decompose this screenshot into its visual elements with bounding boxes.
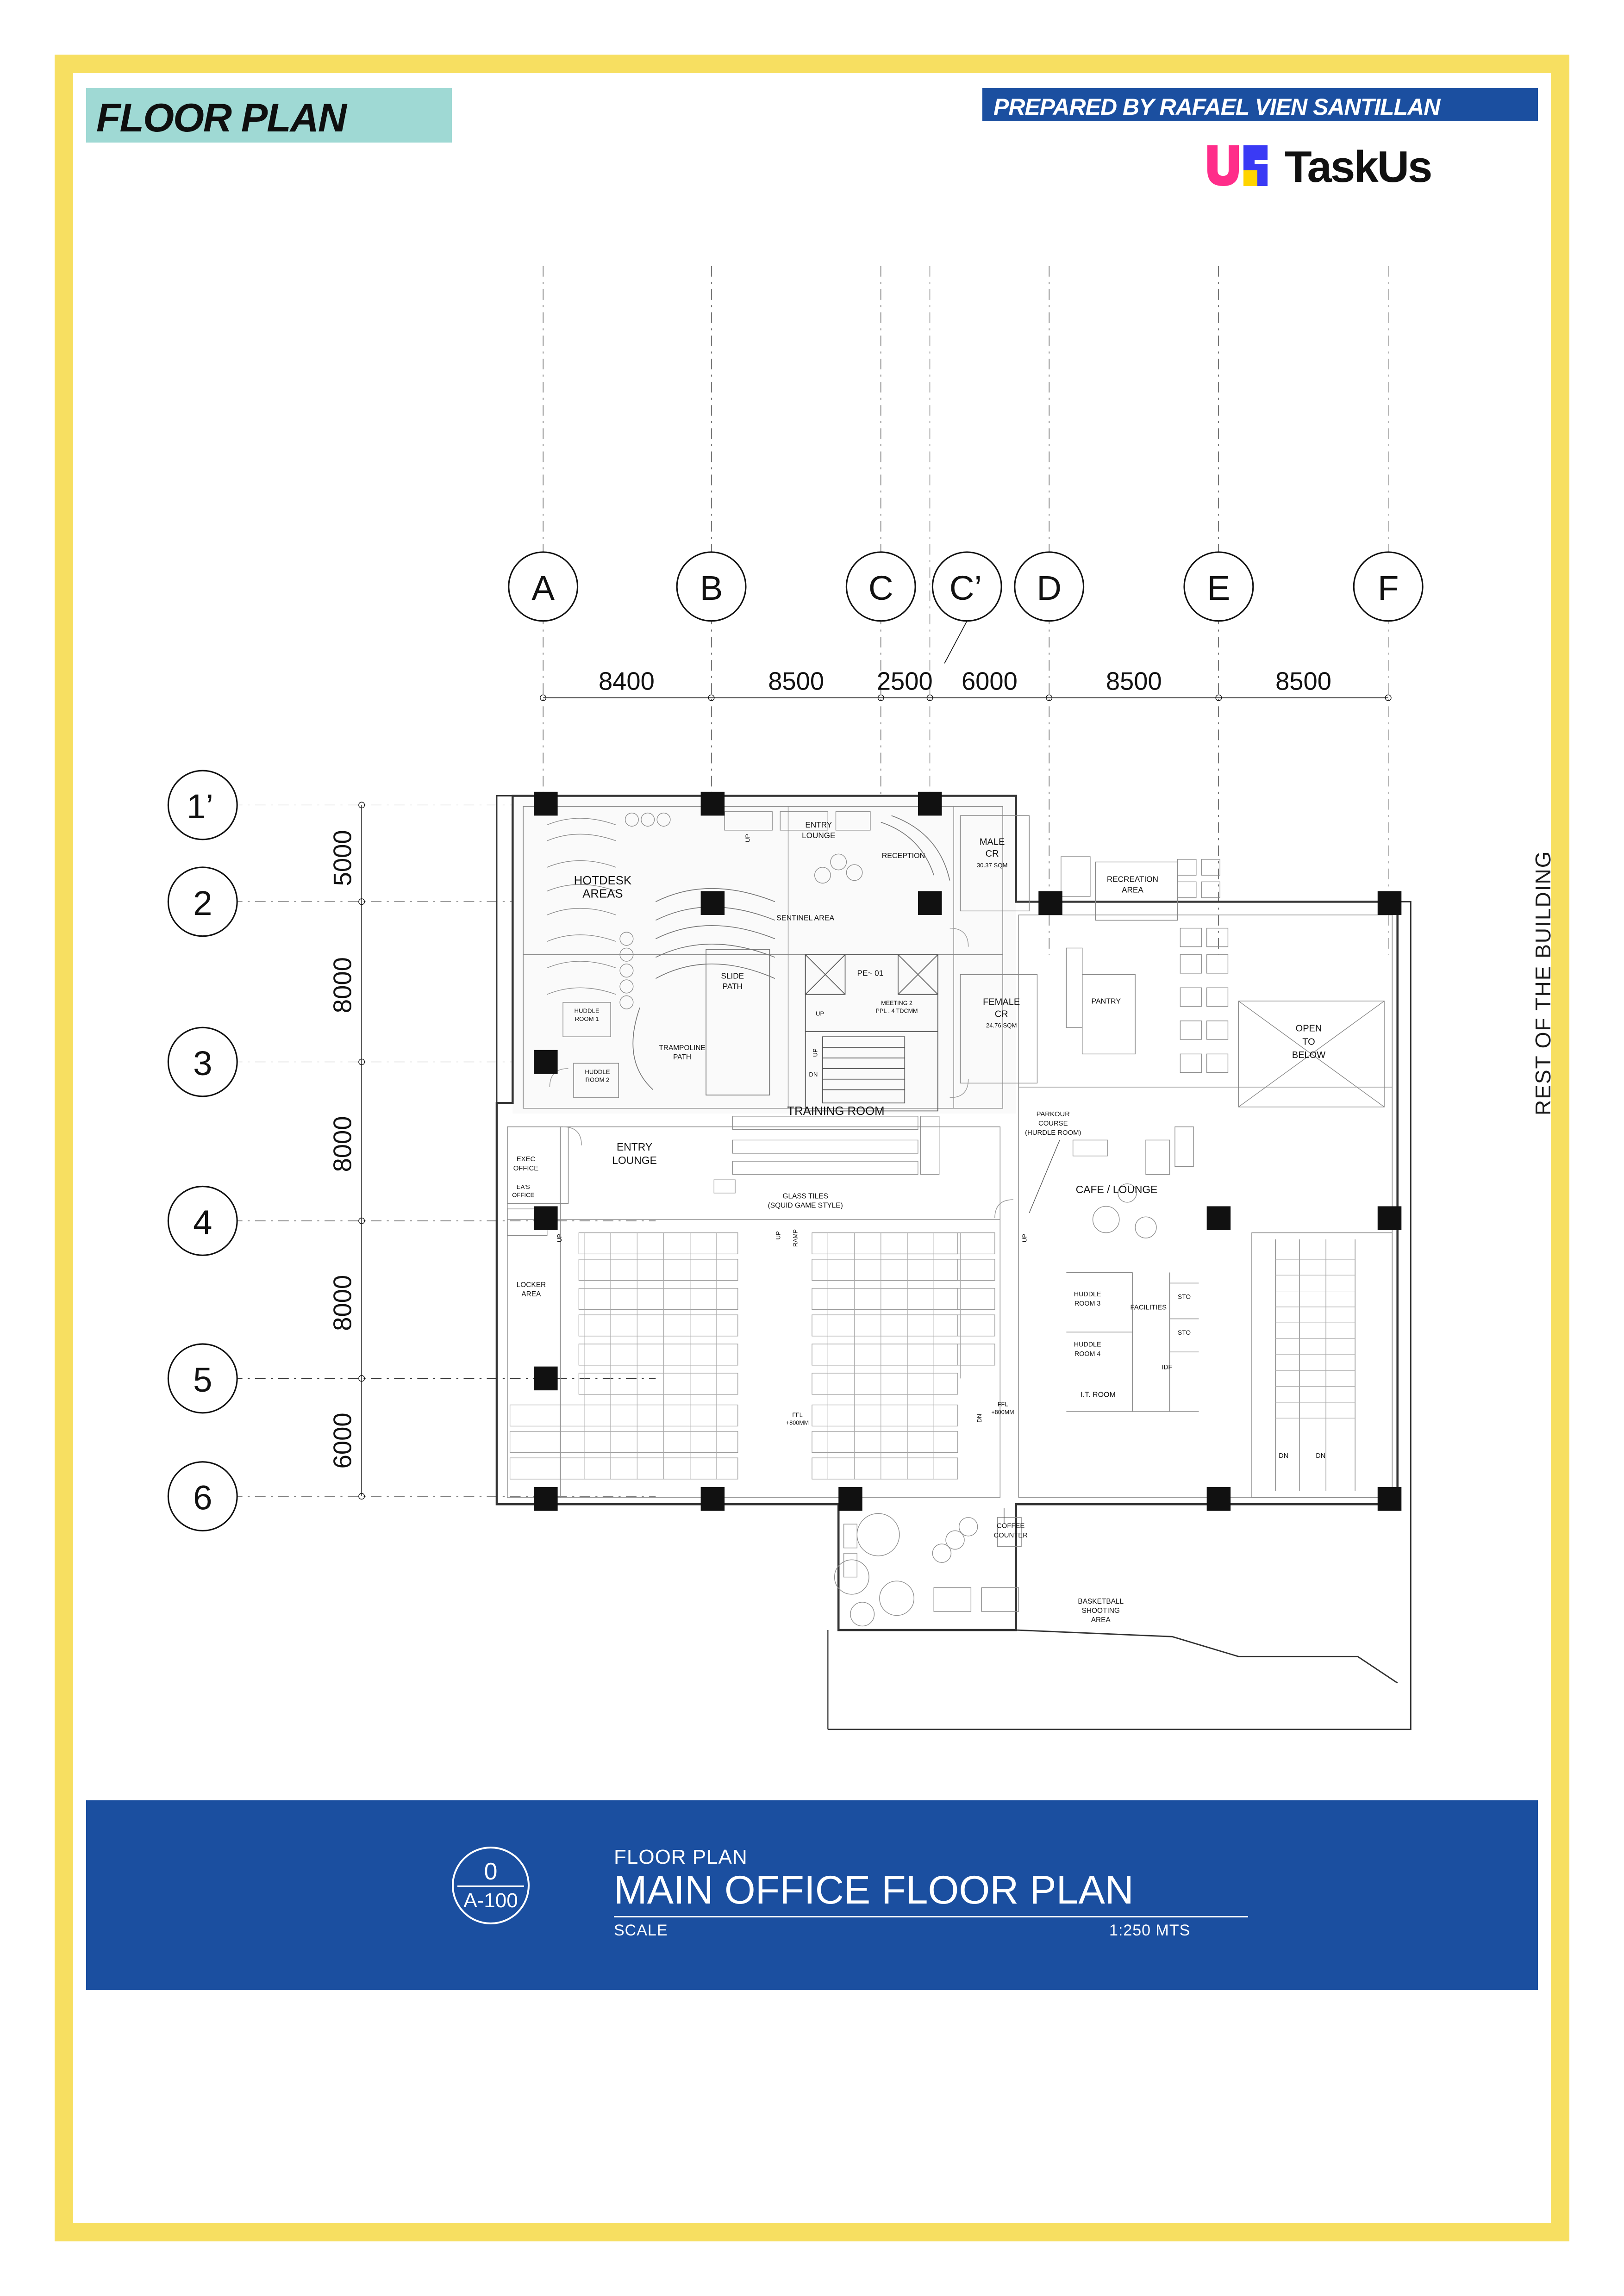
svg-text:PANTRY: PANTRY: [1091, 997, 1121, 1006]
svg-text:RECREATION: RECREATION: [1106, 874, 1159, 884]
svg-text:LOUNGE: LOUNGE: [612, 1154, 657, 1166]
svg-text:BELOW: BELOW: [1292, 1050, 1326, 1060]
svg-text:8500: 8500: [1275, 667, 1332, 696]
svg-text:E: E: [1207, 568, 1230, 607]
svg-text:ROOM 1: ROOM 1: [575, 1015, 599, 1022]
svg-text:ENTRY: ENTRY: [617, 1141, 653, 1153]
sheet-number-badge: [452, 1847, 530, 1924]
svg-text:EXEC: EXEC: [516, 1156, 536, 1164]
svg-text:COFFEE: COFFEE: [997, 1522, 1025, 1530]
sheet-number: 0: [484, 1858, 498, 1885]
svg-text:+800MM: +800MM: [991, 1409, 1014, 1416]
svg-text:DN: DN: [976, 1413, 983, 1423]
svg-text:CR: CR: [985, 849, 999, 859]
svg-text:MEETING 2: MEETING 2: [881, 1000, 913, 1007]
svg-text:PPL . 4 TDCMM: PPL . 4 TDCMM: [875, 1008, 918, 1014]
svg-text:PE~ 01: PE~ 01: [857, 968, 884, 978]
svg-text:HUDDLE: HUDDLE: [1074, 1290, 1101, 1298]
page-title: FLOOR PLAN: [96, 96, 346, 140]
svg-text:I.T. ROOM: I.T. ROOM: [1081, 1390, 1116, 1399]
floor-plan-drawing: [86, 213, 1555, 1749]
svg-text:D: D: [1037, 568, 1062, 607]
svg-text:MALE: MALE: [979, 837, 1005, 847]
scale-value: 1:250 MTS: [1109, 1922, 1191, 1939]
svg-text:RAMP: RAMP: [792, 1229, 799, 1247]
svg-text:IDF: IDF: [1162, 1363, 1172, 1371]
svg-text:6000: 6000: [961, 667, 1018, 696]
svg-text:2500: 2500: [876, 667, 933, 696]
prepared-by-bar: [982, 88, 1538, 121]
svg-text:(HURDLE ROOM): (HURDLE ROOM): [1025, 1129, 1081, 1137]
svg-text:A: A: [531, 568, 555, 607]
svg-text:ENTRY: ENTRY: [805, 820, 832, 830]
svg-text:+800MM: +800MM: [786, 1419, 809, 1426]
svg-text:DN: DN: [1279, 1452, 1288, 1460]
svg-text:UP: UP: [775, 1231, 782, 1240]
svg-text:UP: UP: [1021, 1233, 1028, 1243]
svg-text:C: C: [868, 568, 893, 607]
svg-text:HUDDLE: HUDDLE: [1074, 1341, 1101, 1349]
svg-text:TRAMPOLINE: TRAMPOLINE: [659, 1044, 706, 1052]
svg-text:8000: 8000: [328, 1116, 357, 1172]
svg-text:8500: 8500: [1106, 667, 1162, 696]
svg-text:OFFICE: OFFICE: [512, 1191, 535, 1199]
svg-text:PARKOUR: PARKOUR: [1036, 1110, 1070, 1118]
svg-text:5000: 5000: [328, 830, 357, 886]
svg-text:F: F: [1377, 568, 1399, 607]
svg-text:6: 6: [193, 1478, 212, 1517]
svg-text:30.37 SQM: 30.37 SQM: [976, 861, 1008, 869]
svg-text:COURSE: COURSE: [1038, 1120, 1068, 1127]
svg-text:SHOOTING: SHOOTING: [1081, 1606, 1120, 1615]
svg-text:4: 4: [193, 1203, 212, 1242]
svg-text:24.76 SQM: 24.76 SQM: [986, 1022, 1017, 1029]
svg-text:SENTINEL AREA: SENTINEL AREA: [776, 914, 835, 922]
svg-text:ROOM 3: ROOM 3: [1074, 1300, 1101, 1308]
svg-text:HUDDLE: HUDDLE: [585, 1068, 610, 1076]
svg-text:CR: CR: [994, 1009, 1008, 1020]
svg-text:C’: C’: [949, 568, 982, 607]
scale-label: SCALE: [614, 1922, 668, 1939]
svg-text:FFL: FFL: [792, 1412, 803, 1419]
svg-text:COUNTER: COUNTER: [993, 1531, 1028, 1539]
brand-name: TaskUs: [1285, 142, 1431, 192]
svg-text:AREA: AREA: [1122, 885, 1143, 895]
sheet-code: A-100: [463, 1889, 518, 1912]
svg-text:8000: 8000: [328, 957, 357, 1014]
svg-text:STO: STO: [1178, 1329, 1191, 1336]
svg-text:UP: UP: [816, 1010, 824, 1017]
svg-text:OPEN: OPEN: [1295, 1023, 1322, 1034]
svg-text:GLASS TILES: GLASS TILES: [782, 1192, 828, 1201]
taskus-logo-icon: [1204, 142, 1273, 193]
title-block-subtitle: FLOOR PLAN: [614, 1846, 748, 1868]
svg-text:8400: 8400: [598, 667, 655, 696]
svg-text:FEMALE: FEMALE: [983, 997, 1020, 1008]
svg-text:AREA: AREA: [1091, 1616, 1111, 1624]
svg-text:5: 5: [193, 1361, 212, 1400]
svg-text:PATH: PATH: [673, 1053, 692, 1061]
svg-text:PATH: PATH: [722, 982, 743, 991]
title-block: [86, 1800, 1538, 1990]
floor-plan-svg: [86, 213, 1538, 1749]
svg-text:DN: DN: [809, 1071, 818, 1078]
svg-text:FFL: FFL: [997, 1401, 1008, 1408]
svg-text:LOUNGE: LOUNGE: [802, 830, 836, 840]
svg-text:EA'S: EA'S: [516, 1183, 530, 1191]
svg-text:6000: 6000: [328, 1412, 357, 1469]
svg-text:SLIDE: SLIDE: [721, 971, 744, 981]
svg-text:RECEPTION: RECEPTION: [881, 851, 925, 860]
svg-text:UP: UP: [556, 1233, 563, 1243]
svg-text:B: B: [700, 568, 723, 607]
sheet-title-chip: [86, 88, 452, 143]
svg-text:ROOM 2: ROOM 2: [585, 1076, 610, 1083]
svg-text:FACILITIES: FACILITIES: [1130, 1304, 1167, 1312]
svg-text:HUDDLE: HUDDLE: [574, 1007, 600, 1014]
svg-text:2: 2: [193, 884, 212, 922]
brand-logo: [1204, 139, 1537, 199]
prepared-by-text: PREPARED BY RAFAEL VIEN SANTILLAN: [993, 94, 1440, 120]
badge-divider: [457, 1885, 524, 1887]
svg-text:DN: DN: [1316, 1452, 1326, 1460]
svg-text:8000: 8000: [328, 1275, 357, 1331]
rest-of-building-label: REST OF THE BUILDING: [1531, 850, 1555, 1115]
svg-text:HOTDESK: HOTDESK: [574, 874, 632, 888]
svg-text:TRAINING ROOM: TRAINING ROOM: [787, 1104, 885, 1118]
svg-text:8500: 8500: [768, 667, 824, 696]
svg-text:BASKETBALL: BASKETBALL: [1078, 1597, 1124, 1605]
svg-text:AREAS: AREAS: [582, 887, 623, 901]
title-block-rule: [614, 1916, 1248, 1917]
svg-text:STO: STO: [1178, 1293, 1191, 1300]
svg-text:3: 3: [193, 1044, 212, 1083]
svg-text:AREA: AREA: [521, 1290, 541, 1298]
svg-text:TO: TO: [1302, 1037, 1315, 1047]
svg-text:UP: UP: [744, 834, 751, 843]
svg-text:CAFE / LOUNGE: CAFE / LOUNGE: [1075, 1183, 1158, 1195]
svg-text:LOCKER: LOCKER: [516, 1281, 546, 1289]
svg-text:UP: UP: [812, 1048, 819, 1057]
svg-text:ROOM 4: ROOM 4: [1074, 1350, 1101, 1358]
title-block-title: MAIN OFFICE FLOOR PLAN: [614, 1868, 1134, 1912]
svg-text:1’: 1’: [187, 787, 214, 826]
svg-text:OFFICE: OFFICE: [513, 1165, 539, 1173]
svg-text:(SQUID GAME STYLE): (SQUID GAME STYLE): [768, 1201, 843, 1210]
